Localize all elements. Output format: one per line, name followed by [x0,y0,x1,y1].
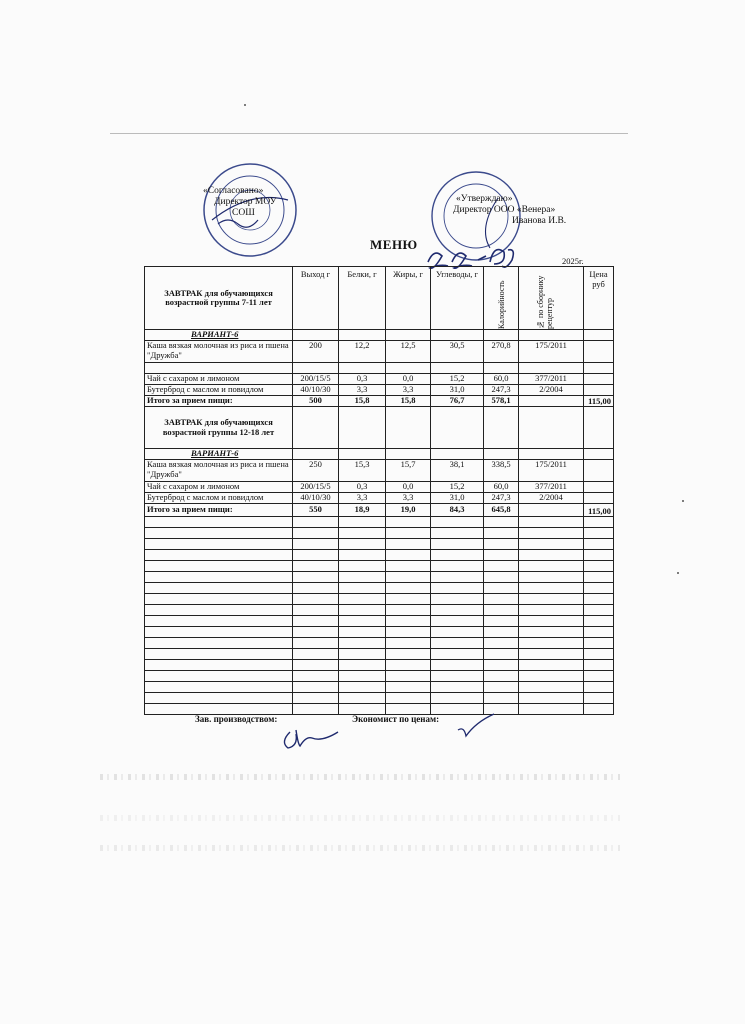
dish-recipe: 377/2011 [519,374,584,385]
total-fats: 15,8 [386,396,431,407]
table-row [145,482,614,493]
empty-row [145,627,614,638]
table-row [145,460,614,482]
header-row [145,267,614,330]
header-proteins: Белки, г [339,267,386,330]
empty-row [145,539,614,550]
header-yield: Выход г [293,267,339,330]
left-stamp-line-3: СОШ [232,208,255,218]
header-recipe: № по сборнику рецептур [519,267,584,330]
dish-carbs: 38,1 [431,460,484,482]
dish-name: Чай с сахаром и лимоном [145,482,293,493]
dish-name: Каша вязкая молочная из риса и пшена "Дружба" [145,460,293,482]
total-yield: 550 [293,504,339,517]
dish-carbs: 31,0 [431,385,484,396]
variant-label: ВАРИАНТ-6 [145,449,293,460]
empty-row [145,594,614,605]
dish-fats: 0,0 [386,482,431,493]
dish-recipe: 377/2011 [519,482,584,493]
top-rule [110,133,628,134]
total-calories: 645,8 [484,504,519,517]
empty-row [145,583,614,594]
economist-label: Экономист по ценам: [352,714,440,724]
total-label: Итого за прием пищи: [145,504,293,517]
dish-calories: 247,3 [484,385,519,396]
economist-signature [456,712,496,740]
scan-noise [100,774,620,780]
total-price: 115,00 [584,504,614,517]
dish-yield: 200 [293,341,339,363]
header-meal: ЗАВТРАК для обучающихся возрастной группы 7-11 лет [145,267,293,330]
empty-row [145,693,614,704]
empty-row [145,649,614,660]
empty-row [145,363,614,374]
dish-fats: 3,3 [386,493,431,504]
production-signature [276,722,342,752]
dish-proteins: 15,3 [339,460,386,482]
total-calories: 578,1 [484,396,519,407]
group2-header-row [145,407,614,449]
variant-row [145,449,614,460]
total-proteins: 15,8 [339,396,386,407]
dish-yield: 200/15/5 [293,482,339,493]
table-row [145,374,614,385]
dish-proteins: 3,3 [339,385,386,396]
dish-proteins: 0,3 [339,482,386,493]
dish-recipe: 2/2004 [519,493,584,504]
dish-calories: 247,3 [484,493,519,504]
dish-yield: 200/15/5 [293,374,339,385]
table-row [145,385,614,396]
empty-row [145,550,614,561]
right-stamp-line-1: «Утверждаю» [456,194,513,204]
empty-row [145,704,614,715]
variant-label: ВАРИАНТ-6 [145,330,293,341]
dish-yield: 250 [293,460,339,482]
left-stamp-line-2: Директор МОУ [214,197,277,207]
empty-row [145,517,614,528]
dish-carbs: 15,2 [431,482,484,493]
total-row [145,504,614,517]
dish-name: Бутерброд с маслом и повидлом [145,493,293,504]
speck [677,572,679,574]
dish-recipe: 175/2011 [519,460,584,482]
dish-carbs: 30,5 [431,341,484,363]
total-carbs: 76,7 [431,396,484,407]
dish-calories: 270,8 [484,341,519,363]
empty-row [145,605,614,616]
empty-row [145,561,614,572]
dish-recipe: 175/2011 [519,341,584,363]
menu-table [144,266,614,715]
page-title: МЕНЮ [370,237,418,252]
dish-fats: 0,0 [386,374,431,385]
dish-yield: 40/10/30 [293,493,339,504]
header-carbs: Углеводы, г [431,267,484,330]
dish-carbs: 31,0 [431,493,484,504]
total-proteins: 18,9 [339,504,386,517]
dish-fats: 15,7 [386,460,431,482]
dish-proteins: 3,3 [339,493,386,504]
table-row [145,493,614,504]
total-row [145,396,614,407]
dish-yield: 40/10/30 [293,385,339,396]
table-row [145,341,614,363]
dish-calories: 338,5 [484,460,519,482]
total-yield: 500 [293,396,339,407]
dish-name: Бутерброд с маслом и повидлом [145,385,293,396]
total-price: 115,00 [584,396,614,407]
total-carbs: 84,3 [431,504,484,517]
dish-carbs: 15,2 [431,374,484,385]
total-label: Итого за прием пищи: [145,396,293,407]
document-year: 2025г. [562,256,584,266]
dish-proteins: 0,3 [339,374,386,385]
scan-noise [100,845,620,851]
scan-noise [100,815,620,821]
dish-fats: 12,5 [386,341,431,363]
header-fats: Жиры, г [386,267,431,330]
production-manager-label: Зав. производством: [195,714,278,724]
total-fats: 19,0 [386,504,431,517]
dish-name: Чай с сахаром и лимоном [145,374,293,385]
dish-calories: 60,0 [484,482,519,493]
empty-row [145,660,614,671]
dish-calories: 60,0 [484,374,519,385]
right-stamp-line-3: Иванова И.В. [512,216,567,226]
empty-row [145,671,614,682]
dish-proteins: 12,2 [339,341,386,363]
empty-row [145,682,614,693]
dish-name: Каша вязкая молочная из риса и пшена "Дружба" [145,341,293,363]
dish-fats: 3,3 [386,385,431,396]
variant-row [145,330,614,341]
empty-row [145,616,614,627]
empty-rows [145,517,614,715]
empty-row [145,528,614,539]
header-price: Цена руб [584,267,614,330]
left-stamp-line-1: «Согласовано» [203,186,264,196]
speck [244,104,246,106]
header-calories: Калорийность [484,267,519,330]
empty-row [145,572,614,583]
group2-header: ЗАВТРАК для обучающихся возрастной группы 12-18 лет [145,407,293,449]
right-stamp-line-2: Директор ООО «Венера» [453,205,556,215]
empty-row [145,638,614,649]
speck [682,500,684,502]
dish-recipe: 2/2004 [519,385,584,396]
